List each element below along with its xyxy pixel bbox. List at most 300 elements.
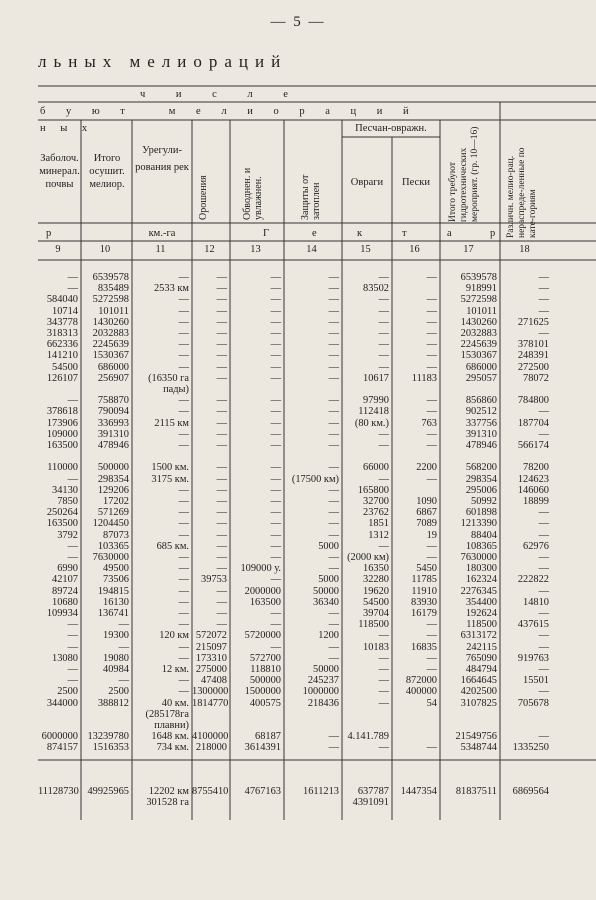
total-cell: 8755410	[192, 786, 229, 797]
header-row2: б у ю т м е л и о р а ц и й	[40, 106, 418, 117]
table-cell: —	[216, 596, 227, 608]
table-cell: —	[178, 552, 189, 563]
table-cell: —	[178, 339, 189, 351]
table-cell: 187704	[517, 417, 549, 429]
table-cell: 245237	[307, 675, 339, 687]
table-cell: 16835	[411, 641, 437, 653]
table-cell: —	[178, 484, 189, 496]
table-cell: 4100000	[192, 731, 229, 743]
table-cell: 437615	[517, 619, 549, 631]
table-cell: —	[178, 361, 189, 373]
table-cell: —	[378, 316, 389, 328]
table-cell: —	[216, 294, 227, 306]
table-cell: —	[328, 529, 339, 541]
header-col14: Защиты от затоплен	[300, 174, 322, 220]
table-cell: —	[216, 552, 227, 563]
table-cell: —	[426, 361, 437, 373]
table-cell: —	[216, 361, 227, 373]
table-cell: —	[216, 496, 227, 507]
table-cell: —	[216, 406, 227, 418]
table-cell: —	[328, 406, 339, 418]
table-cell: (17500 км)	[291, 473, 339, 485]
header-col11: Урегули-рования рек	[135, 145, 189, 173]
table-cell: 344000	[46, 697, 78, 709]
table-cell: 242115	[466, 641, 497, 653]
unit-km-ga: км.-га	[148, 228, 176, 239]
table-cell: —	[378, 339, 389, 351]
table-cell: —	[538, 563, 549, 575]
table-cell: —	[67, 395, 78, 407]
table-cell: 7630000	[92, 552, 129, 563]
table-cell: 54500	[52, 361, 78, 373]
table-cell: —	[328, 440, 339, 451]
table-cell: 17202	[103, 496, 129, 507]
table-cell: —	[378, 440, 389, 451]
table-cell: —	[378, 272, 389, 283]
table-cell: 354400	[465, 596, 497, 608]
table-cell: —	[270, 294, 281, 306]
table-cell: 10617	[363, 372, 389, 384]
table-cell: 1500000	[244, 686, 281, 698]
table-cell: 21549756	[455, 731, 497, 743]
column-number: 14	[306, 244, 317, 255]
table-cell: 101011	[466, 305, 497, 317]
table-cell: 108365	[465, 540, 497, 552]
table-cell: 109000 у.	[240, 563, 281, 575]
table-cell: —	[328, 518, 339, 530]
table-cell: —	[378, 697, 389, 709]
header-col13: Обводнен. и увлажнен.	[242, 167, 264, 220]
table-cell: —	[328, 361, 339, 373]
table-cell: 337756	[465, 417, 497, 429]
table-cell: —	[378, 664, 389, 675]
table-cell: 250264	[46, 507, 78, 519]
table-cell: 10714	[52, 305, 78, 317]
table-cell: —	[178, 428, 189, 440]
table-cell: 88404	[471, 529, 497, 541]
table-cell: 163500	[46, 440, 78, 451]
table-cell: 2032883	[92, 328, 129, 339]
table-cell: 54500	[363, 596, 389, 608]
table-cell: —	[328, 428, 339, 440]
table-cell: —	[270, 417, 281, 429]
table-cell: 32700	[363, 496, 389, 507]
table-cell: —	[328, 305, 339, 317]
table-cell: —	[538, 406, 549, 418]
table-cell: —	[178, 272, 189, 283]
table-cell: —	[216, 507, 227, 519]
table-cell: 686000	[97, 361, 129, 373]
table-cell: 2032883	[460, 328, 497, 339]
table-cell: 11910	[411, 585, 437, 597]
table-cell: 3614391	[244, 742, 281, 754]
table-cell: 568200	[465, 462, 497, 474]
table-cell: 129206	[97, 484, 129, 496]
column-number: 10	[99, 244, 111, 255]
header-col9: Заболоч. минерал. почвы	[39, 153, 80, 190]
unit-e: е	[312, 228, 317, 239]
unit-r2: р	[490, 228, 496, 239]
table-cell: —	[178, 406, 189, 418]
column-number: 9	[55, 244, 61, 255]
table-cell: 6539578	[460, 272, 497, 283]
header-col12: Орошения	[198, 175, 209, 220]
table-cell: —	[328, 641, 339, 653]
table-cell: —	[426, 664, 437, 675]
table-cell: 298354	[97, 473, 129, 485]
table-cell: 298354	[465, 473, 497, 485]
table-cell: —	[216, 395, 227, 407]
table-cell: 758870	[97, 395, 129, 407]
table-cell: —	[118, 619, 129, 631]
table-cell: 1814770	[192, 697, 229, 709]
header-col17: Итого требуют гидротехнических мероприят. (гр. 10—16)	[448, 126, 480, 222]
table-cell: 388812	[97, 697, 129, 709]
table-cell: 78072	[523, 372, 549, 384]
total-cell: 6869564	[512, 786, 549, 797]
table-cell: 3175 км.	[151, 473, 189, 485]
table-cell: —	[538, 518, 549, 530]
table-cell: 124623	[517, 473, 549, 485]
table-cell: 54	[426, 697, 437, 709]
table-cell: —	[538, 328, 549, 339]
table-cell: —	[216, 305, 227, 317]
table-cell: 109934	[46, 608, 78, 619]
table-cell: 7850	[57, 496, 78, 507]
table-cell: 662336	[46, 339, 78, 351]
table-cell: 11183	[411, 372, 437, 384]
table-cell: 295006	[465, 484, 497, 496]
table-cell: 118500	[358, 619, 389, 631]
table-cell: —	[426, 440, 437, 451]
table-cell: 10680	[52, 596, 78, 608]
table-cell: —	[178, 529, 189, 541]
table-cell: —	[426, 428, 437, 440]
table-cell: 685 км.	[156, 540, 189, 552]
table-cell: 34130	[52, 484, 78, 496]
table-cell: —	[328, 294, 339, 306]
table-cell: —	[216, 316, 227, 328]
total-cell: 301528 га	[146, 797, 189, 808]
table-cell: —	[178, 686, 189, 698]
table-cell: —	[538, 731, 549, 743]
table-cell: —	[216, 283, 227, 295]
table-cell: —	[328, 462, 339, 474]
table-cell: —	[178, 440, 189, 451]
table-cell: —	[538, 272, 549, 283]
table-cell: 400000	[405, 686, 437, 698]
table-cell: 686000	[465, 361, 497, 373]
table-cell: —	[216, 428, 227, 440]
table-cell: 1530367	[460, 350, 497, 362]
table-cell: 391310	[465, 428, 497, 440]
table-cell: —	[67, 675, 78, 687]
table-cell: 572700	[249, 652, 281, 664]
table-cell: —	[270, 406, 281, 418]
table-cell: —	[216, 608, 227, 619]
table-cell: —	[67, 619, 78, 631]
table-cell: 66000	[363, 462, 389, 474]
table-cell: —	[538, 686, 549, 698]
table-cell: 50000	[313, 585, 339, 597]
table-cell: 13080	[52, 652, 78, 664]
table-cell: —	[270, 440, 281, 451]
table-cell: —	[67, 473, 78, 485]
table-cell: 6867	[416, 507, 437, 519]
total-cell: 1611213	[303, 786, 339, 797]
table-cell: 1300000	[192, 686, 229, 698]
table-cell: —	[426, 339, 437, 351]
table-cell: 2200	[416, 462, 437, 474]
column-number: 15	[360, 244, 371, 255]
table-cell: —	[270, 518, 281, 530]
table-cell: —	[178, 496, 189, 507]
table-cell: 765090	[465, 652, 497, 664]
table-cell: —	[67, 630, 78, 642]
table-cell: —	[426, 316, 437, 328]
table-cell: —	[216, 518, 227, 530]
table-cell: —	[426, 350, 437, 362]
table-cell: —	[426, 473, 437, 485]
table-cell: —	[270, 473, 281, 485]
table-cell: 336993	[97, 417, 129, 429]
table-cell: —	[118, 675, 129, 687]
table-cell: 62976	[523, 540, 549, 552]
table-cell: 83502	[363, 283, 389, 295]
table-cell: —	[328, 417, 339, 429]
table-cell: 584040	[46, 294, 78, 306]
total-cell: 637787	[357, 786, 389, 797]
table-cell: 1090	[416, 496, 437, 507]
unit-t: т	[402, 228, 407, 239]
table-cell: 11785	[411, 574, 437, 586]
table-cell: 5450	[416, 563, 437, 575]
table-cell: —	[538, 507, 549, 519]
column-number: 12	[204, 244, 215, 255]
table-cell: —	[328, 316, 339, 328]
table-cell: 222822	[517, 574, 549, 586]
table-cell: плавни)	[154, 720, 189, 731]
table-cell: 39753	[201, 574, 227, 586]
table-cell: —	[328, 372, 339, 384]
table-cell: 1500 км.	[151, 462, 189, 474]
table-cell: 13239780	[87, 731, 129, 743]
table-cell: 47408	[201, 675, 227, 687]
table-cell: —	[538, 529, 549, 541]
table-cell: 163500	[249, 596, 281, 608]
table-cell: 118500	[466, 619, 497, 631]
table-cell: 378101	[517, 339, 549, 351]
total-cell: 1447354	[400, 786, 437, 797]
column-number: 18	[519, 244, 530, 255]
table-cell: 83930	[411, 596, 437, 608]
table-cell: 318313	[46, 328, 78, 339]
table-cell: —	[178, 585, 189, 597]
table-cell: 571269	[97, 507, 129, 519]
table-cell: 1213390	[460, 518, 497, 530]
table-cell: —	[178, 596, 189, 608]
table-cell: 103365	[97, 540, 129, 552]
table-cell: —	[67, 283, 78, 295]
table-cell: 1530367	[92, 350, 129, 362]
table-cell: —	[216, 328, 227, 339]
table-cell: —	[216, 372, 227, 384]
table-cell: —	[378, 361, 389, 373]
unit-r: р	[46, 228, 52, 239]
table-cell: —	[538, 630, 549, 642]
table-cell: —	[216, 563, 227, 575]
table-cell: —	[328, 283, 339, 295]
table-cell: 97990	[363, 395, 389, 407]
table-cell: 5272598	[460, 294, 497, 306]
table-cell: —	[178, 675, 189, 687]
table-cell: —	[270, 552, 281, 563]
table-cell: —	[426, 305, 437, 317]
table-cell: —	[216, 339, 227, 351]
table-cell: 572072	[195, 630, 227, 642]
table-cell: 2500	[108, 686, 129, 698]
table-cell: 218436	[307, 697, 339, 709]
table-cell: 118810	[250, 664, 281, 675]
table-cell: —	[378, 675, 389, 687]
table-cell: 790094	[97, 406, 129, 418]
table-cell: —	[378, 473, 389, 485]
table-cell: —	[216, 440, 227, 451]
table-cell: 2533 км	[153, 283, 189, 295]
table-cell: 1851	[368, 518, 389, 530]
table-cell: 478946	[97, 440, 129, 451]
table-cell: 14810	[523, 596, 549, 608]
unit-k: к	[357, 228, 363, 239]
table-cell: 1516353	[92, 742, 129, 754]
table-cell: пады)	[163, 384, 189, 395]
table-cell: 36340	[313, 596, 339, 608]
table-cell: 12 км.	[161, 664, 189, 675]
table-cell: —	[178, 294, 189, 306]
page-number: — 5 —	[270, 14, 326, 30]
table-cell: —	[538, 305, 549, 317]
header-col16: Пески	[402, 177, 430, 188]
table-cell: —	[378, 652, 389, 664]
table-cell: —	[426, 406, 437, 418]
table-cell: 400575	[249, 697, 281, 709]
table-cell: —	[270, 361, 281, 373]
table-cell: —	[426, 652, 437, 664]
table-cell: 19620	[363, 585, 389, 597]
table-cell: —	[378, 350, 389, 362]
table-cell: 163500	[46, 518, 78, 530]
table-cell: 218000	[195, 742, 227, 754]
table-cell: 192624	[465, 608, 497, 619]
table-cell: —	[328, 496, 339, 507]
table-cell: 87073	[103, 529, 129, 541]
table-cell: 146060	[517, 484, 549, 496]
table-cell: —	[270, 428, 281, 440]
table-cell: 173310	[195, 652, 227, 664]
table-cell: —	[378, 540, 389, 552]
table-cell: —	[178, 652, 189, 664]
table-cell: 391310	[97, 428, 129, 440]
table-cell: —	[270, 350, 281, 362]
table-cell: 6539578	[92, 272, 129, 283]
table-cell: 68187	[255, 731, 281, 743]
table-cell: —	[538, 641, 549, 653]
table-cell: 295057	[465, 372, 497, 384]
table-cell: —	[178, 563, 189, 575]
table-cell: 141210	[46, 350, 78, 362]
table-cell: —	[328, 552, 339, 563]
table-cell: 40 км.	[161, 697, 189, 709]
table-cell: —	[270, 283, 281, 295]
table-cell: 1430260	[460, 316, 497, 328]
table-cell: —	[378, 686, 389, 698]
table-cell: —	[67, 272, 78, 283]
table-cell: 19080	[103, 652, 129, 664]
table-cell: 50992	[471, 496, 497, 507]
table-cell: —	[538, 664, 549, 675]
table-cell: 215097	[195, 641, 227, 653]
table-cell: 856860	[465, 395, 497, 407]
table-cell: —	[426, 540, 437, 552]
table-cell: —	[538, 608, 549, 619]
column-number: 16	[409, 244, 420, 255]
header-sand-ravine: Песчан-овражн.	[355, 123, 427, 134]
table-cell: —	[216, 619, 227, 631]
table-cell: 165800	[357, 484, 389, 496]
table-cell: 5720000	[244, 630, 281, 642]
table-cell: —	[178, 518, 189, 530]
table-cell: —	[378, 305, 389, 317]
table-cell: 919763	[517, 652, 549, 664]
table-cell: —	[270, 316, 281, 328]
table-cell: 10183	[363, 641, 389, 653]
total-cell: 4767163	[244, 786, 281, 797]
table-cell: 5348744	[460, 742, 497, 754]
table-cell: —	[216, 585, 227, 597]
table-cell: 110000	[47, 462, 78, 474]
table-cell: —	[270, 507, 281, 519]
table-cell: —	[216, 529, 227, 541]
table-cell: —	[426, 294, 437, 306]
table-cell: —	[178, 305, 189, 317]
table-cell: —	[216, 350, 227, 362]
table-cell: 6990	[57, 563, 78, 575]
table-cell: 39704	[363, 608, 389, 619]
table-cell: 40984	[103, 664, 129, 675]
table-cell: —	[378, 630, 389, 642]
table-cell: 112418	[358, 406, 389, 418]
table-cell: 500000	[97, 462, 129, 474]
table-cell: 1664645	[460, 675, 497, 687]
table-cell: —	[67, 664, 78, 675]
table-cell: —	[178, 507, 189, 519]
table-cell: —	[178, 574, 189, 586]
total-cell: 81837511	[455, 786, 497, 797]
table-cell: 162324	[465, 574, 497, 586]
table-cell: 23762	[363, 507, 389, 519]
table-cell: 2245639	[460, 339, 497, 351]
table-cell: 73506	[103, 574, 129, 586]
table-cell: —	[426, 328, 437, 339]
table-cell: —	[270, 540, 281, 552]
table-cell: 136741	[97, 608, 129, 619]
table-cell: —	[328, 742, 339, 754]
table-cell: 32280	[363, 574, 389, 586]
table-cell: 194815	[97, 585, 129, 597]
table-cell: 734 км.	[156, 742, 189, 754]
table-cell: —	[270, 339, 281, 351]
table-cell: 918991	[465, 283, 497, 295]
